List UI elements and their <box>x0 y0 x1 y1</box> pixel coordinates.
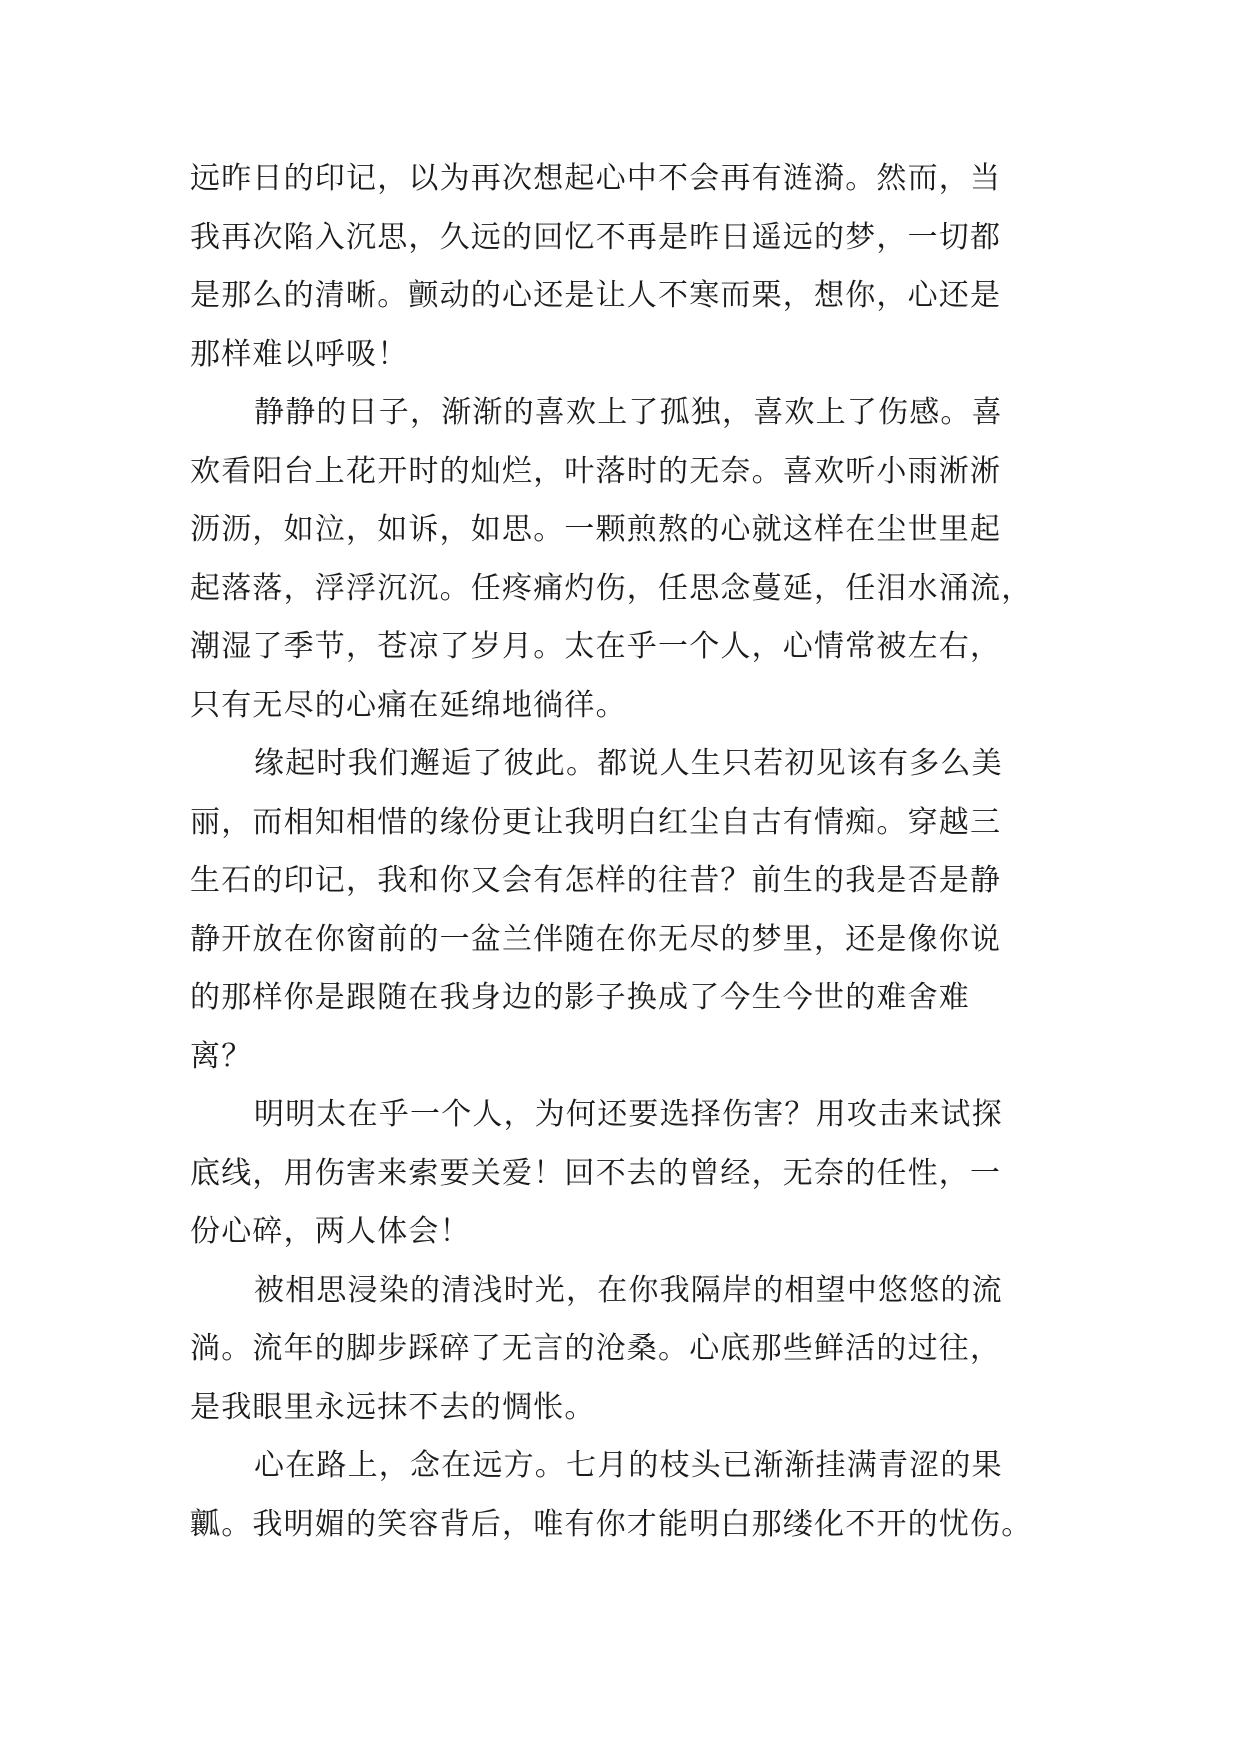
body-text <box>190 150 1060 1554</box>
text-line: 瓤。我明媚的笑容背后，唯有你才能明白那缕化不开的忧伤。 <box>190 1506 1033 1542</box>
text-line: 是我眼里永远抹不去的惆怅。 <box>190 1389 596 1425</box>
text-line: 沥沥，如泣，如诉，如思。一颗煎熬的心就这样在尘世里起 <box>190 512 1002 547</box>
text-line: 起落落，浮浮沉沉。任疼痛灼伤，任思念蔓延，任泪水涌流， <box>190 570 1033 606</box>
text-line: 底线，用伤害来索要关爱！回不去的曾经，无奈的任性，一 <box>190 1155 1002 1191</box>
text-line: 生石的印记，我和你又会有怎样的往昔？前生的我是否是静 <box>190 863 1002 898</box>
text-line: 静开放在你窗前的一盆兰伴随在你无尽的梦里，还是像你说 <box>190 921 1002 957</box>
text-line: 的那样你是跟随在我身边的影子换成了今生今世的难舍难 <box>190 980 970 1015</box>
paragraph-first-line: 心在路上，念在远方。七月的枝头已渐渐挂满青涩的果 <box>254 1448 1003 1483</box>
text-line: 只有无尽的心痛在延绵地徜徉。 <box>190 687 627 723</box>
paragraph-first-line: 明明太在乎一个人，为何还要选择伤害？用攻击来试探 <box>254 1097 1003 1132</box>
text-line: 是那么的清晰。颤动的心还是让人不寒而栗，想你，心还是 <box>190 278 1002 313</box>
text-line: 淌。流年的脚步踩碎了无言的沧桑。心底那些鲜活的过往， <box>190 1331 1002 1366</box>
paragraph-first-line: 缘起时我们邂逅了彼此。都说人生只若初见该有多么美 <box>254 746 1003 781</box>
text-line: 潮湿了季节，苍凉了岁月。太在乎一个人，心情常被左右， <box>190 629 1002 664</box>
text-line: 欢看阳台上花开时的灿烂，叶落时的无奈。喜欢听小雨淅淅 <box>190 453 1002 489</box>
paragraph-first-line: 静静的日子，渐渐的喜欢上了孤独，喜欢上了伤感。喜 <box>254 395 1003 430</box>
text-line: 份心碎，两人体会！ <box>190 1214 471 1249</box>
text-line: 丽，而相知相惜的缘份更让我明白红尘自古有情痴。穿越三 <box>190 804 1002 840</box>
text-line: 离？ <box>190 1038 253 1074</box>
text-line: 那样难以呼吸！ <box>190 336 409 372</box>
text-line: 我再次陷入沉思，久远的回忆不再是昨日遥远的梦，一切都 <box>190 219 1002 255</box>
paragraph-first-line: 被相思浸染的清浅时光，在你我隔岸的相望中悠悠的流 <box>254 1272 1003 1308</box>
text-line: 远昨日的印记，以为再次想起心中不会再有涟漪。然而，当 <box>190 161 1002 196</box>
